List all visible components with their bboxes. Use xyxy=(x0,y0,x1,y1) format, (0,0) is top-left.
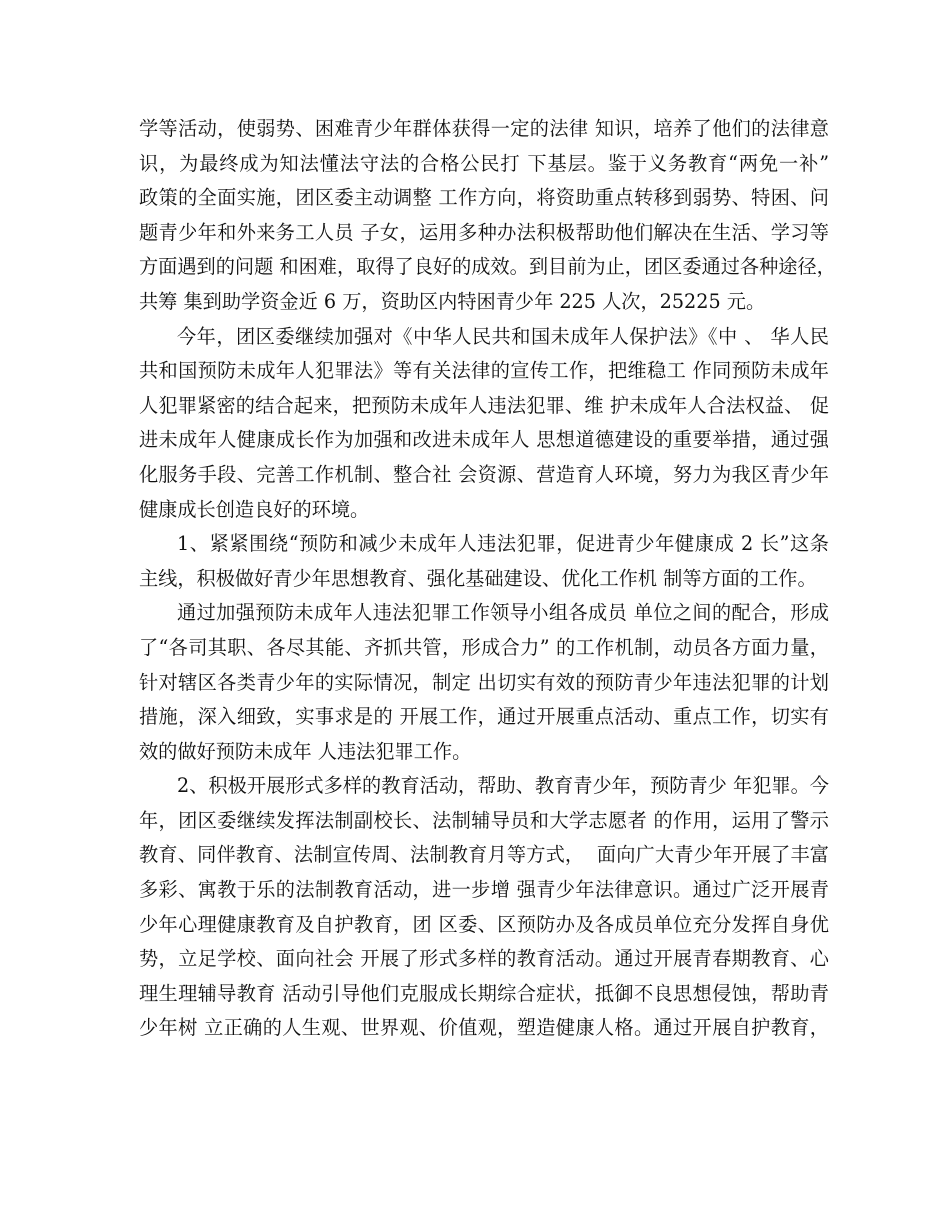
text-line: 化服务手段、完善工作机制、整合社 会资源、营造育人环境，努力为我区青少年 xyxy=(139,462,829,486)
text-line: 健康成长创造良好的环境。 xyxy=(139,497,370,521)
text-line: 政策的全面实施，团区委主动调整 工作方向，将资助重点转移到弱势、特困、问 xyxy=(139,186,829,210)
text-line: 共和国预防未成年人犯罪法》等有关法律的宣传工作，把维稳工 作同预防未成年 xyxy=(139,359,829,383)
text-line: 方面遇到的问题 和困难，取得了良好的成效。到目前为止，团区委通过各种途径， xyxy=(139,255,836,279)
text-line: 识，为最终成为知法懂法守法的合格公民打 下基层。鉴于义务教育“两免一补” xyxy=(139,151,829,175)
body-text xyxy=(139,112,836,1046)
text-line: 今年，团区委继续加强对《中华人民共和国未成年人保护法》《中 、 华人民 xyxy=(177,324,829,348)
text-line: 通过加强预防未成年人违法犯罪工作领导小组各成员 单位之间的配合，形成 xyxy=(177,601,829,625)
text-line: 多彩、寓教于乐的法制教育活动，进一步增 强青少年法律意识。通过广泛开展青 xyxy=(139,878,829,902)
text-line: 2、积极开展形式多样的教育活动，帮助、教育青少年，预防青少 年犯罪。今 xyxy=(177,774,829,798)
text-line: 理生理辅导教育 活动引导他们克服成长期综合症状，抵御不良思想侵蚀，帮助青 xyxy=(139,981,829,1005)
text-line: 教育、同伴教育、法制宣传周、法制教育月等方式， 面向广大青少年开展了丰富 xyxy=(139,843,829,867)
text-line: 措施，深入细致，实事求是的 开展工作，通过开展重点活动、重点工作，切实有 xyxy=(139,705,829,729)
text-line: 了“各司其职、各尽其能、齐抓共管，形成合力” 的工作机制，动员各方面力量， xyxy=(139,635,829,659)
text-line: 效的做好预防未成年 人违法犯罪工作。 xyxy=(139,739,472,763)
text-line: 势，立足学校、面向社会 开展了形式多样的教育活动。通过开展青春期教育、心 xyxy=(139,947,829,971)
text-line: 少年树 立正确的人生观、世界观、价值观，塑造健康人格。通过开展自护教育， xyxy=(139,1016,829,1040)
text-line: 人犯罪紧密的结合起来，把预防未成年人违法犯罪、维 护未成年人合法权益、 促 xyxy=(139,393,829,417)
text-line: 学等活动，使弱势、困难青少年群体获得一定的法律 知识，培养了他们的法律意 xyxy=(139,117,829,140)
text-line: 进未成年人健康成长作为加强和改进未成年人 思想道德建设的重要举措，通过强 xyxy=(139,428,829,452)
text-line: 共筹 集到助学资金近 6 万，资助区内特困青少年 225 人次，25225 元。 xyxy=(139,289,766,313)
text-line: 1、紧紧围绕“预防和减少未成年人违法犯罪，促进青少年健康成 2 长”这条 xyxy=(177,532,829,556)
text-line: 针对辖区各类青少年的实际情况，制定 出切实有效的预防青少年违法犯罪的计划 xyxy=(139,670,829,694)
text-line: 主线，积极做好青少年思想教育、强化基础建设、优化工作机 制等方面的工作。 xyxy=(139,566,817,590)
text-line: 年，团区委继续发挥法制副校长、法制辅导员和大学志愿者 的作用，运用了警示 xyxy=(139,808,829,832)
text-line: 少年心理健康教育及自护教育，团 区委、区预防办及各成员单位充分发挥自身优 xyxy=(139,912,829,936)
text-line: 题青少年和外来务工人员 子女，运用多种办法积极帮助他们解决在生活、学习等 xyxy=(139,220,829,244)
